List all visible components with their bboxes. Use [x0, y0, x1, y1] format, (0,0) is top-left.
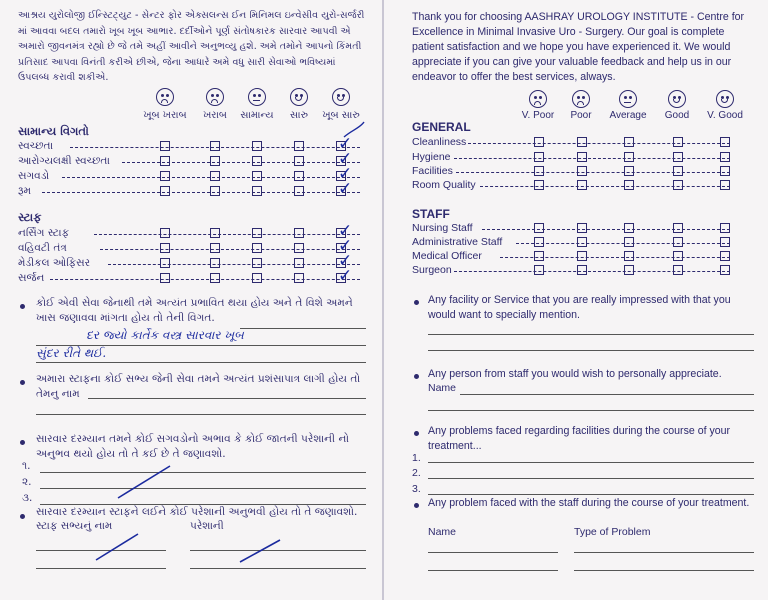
- rating-checkbox[interactable]: [294, 243, 304, 253]
- answer-line[interactable]: [428, 462, 754, 463]
- rating-checkbox[interactable]: [294, 258, 304, 268]
- rating-checkbox[interactable]: [673, 137, 683, 147]
- general-section-title: GENERAL: [412, 120, 471, 134]
- rating-checkbox[interactable]: [252, 273, 262, 283]
- rating-label: ખૂબ સારુ: [322, 110, 360, 121]
- item-number: ૨.: [22, 476, 32, 488]
- bullet: [20, 514, 25, 519]
- bullet: [414, 431, 419, 436]
- rating-checkbox[interactable]: [577, 265, 587, 275]
- rating-checkbox[interactable]: [294, 141, 304, 151]
- rating-checkbox[interactable]: [534, 223, 544, 233]
- answer-line[interactable]: [574, 552, 754, 553]
- row-label: સર્જન: [18, 272, 45, 284]
- very-poor-face-icon: [156, 88, 174, 106]
- name-label: Name: [428, 382, 457, 394]
- rating-checkbox[interactable]: [210, 273, 220, 283]
- rating-checkbox[interactable]: [294, 186, 304, 196]
- rating-checkbox[interactable]: [624, 265, 634, 275]
- rating-checkbox[interactable]: [624, 237, 634, 247]
- row-label: મેડીકલ ઓફિસર: [18, 257, 91, 269]
- rating-checkbox[interactable]: [160, 141, 170, 151]
- rating-checkbox[interactable]: [673, 152, 683, 162]
- answer-line[interactable]: [428, 494, 754, 495]
- rating-checkbox[interactable]: [252, 243, 262, 253]
- handwritten-answer: સુંદર રીતે થઈ.: [36, 346, 107, 360]
- handwritten-answer: દર જ્યો કાર્તેક વસ્ત્ર સારવાર ખૂબ: [86, 328, 244, 342]
- rating-checkbox[interactable]: [160, 228, 170, 238]
- handwritten-check-mark: ✓: [338, 236, 353, 256]
- row-label: સ્વચ્છતા: [18, 140, 54, 152]
- handwritten-check-mark: ✓: [338, 251, 353, 271]
- rating-row: [0, 149, 384, 169]
- rating-checkbox[interactable]: [160, 243, 170, 253]
- rating-row: [0, 179, 384, 199]
- rating-checkbox[interactable]: [210, 243, 220, 253]
- answer-line[interactable]: [240, 328, 366, 329]
- rating-checkbox[interactable]: [534, 152, 544, 162]
- row-label: રૂમ: [18, 185, 31, 197]
- rating-checkbox[interactable]: [720, 166, 730, 176]
- problem-column-label: પરેશાની: [190, 520, 224, 532]
- rating-row: [0, 266, 384, 286]
- rating-checkbox[interactable]: [252, 186, 262, 196]
- answer-line[interactable]: [428, 570, 558, 571]
- bullet: [20, 380, 25, 385]
- row-label: નર્સિંગ સ્ટાફ: [18, 227, 70, 239]
- rating-checkbox[interactable]: [160, 171, 170, 181]
- rating-checkbox[interactable]: [534, 251, 544, 261]
- answer-line[interactable]: [428, 478, 754, 479]
- bullet: [20, 304, 25, 309]
- rating-checkbox[interactable]: [673, 251, 683, 261]
- rating-checkbox[interactable]: [624, 152, 634, 162]
- item-number: ૩.: [22, 492, 33, 504]
- question-impressed-service: કોઈ એવી સેવા જેનાથી તમે અત્યંત પ્રભાવિત થયા હોય અને તે વિશે અમને ખાસ જણાવવા માંગતા હોય તો તેની વિગત.: [36, 297, 353, 324]
- rating-checkbox[interactable]: [534, 265, 544, 275]
- rating-checkbox[interactable]: [210, 141, 220, 151]
- rating-checkbox[interactable]: [673, 166, 683, 176]
- rating-checkbox[interactable]: [624, 251, 634, 261]
- rating-checkbox[interactable]: [577, 152, 587, 162]
- rating-checkbox[interactable]: [673, 265, 683, 275]
- poor-face-icon: [206, 88, 224, 106]
- staff-name-column-label: સ્ટાફ સભ્યનું નામ: [36, 520, 113, 532]
- answer-line[interactable]: [36, 362, 366, 363]
- rating-row: [384, 136, 768, 150]
- question-facility-problems: સારવાર દરમ્યાન તમને કોઈ સગવડોનો અભાવ કે કોઈ જાતની પરેશાની નો અનુભવ થયો હોય તો તે કઈ છે તે જણાવશો.: [36, 433, 349, 460]
- rating-row: [384, 250, 768, 264]
- row-label: Medical Officer: [412, 250, 482, 262]
- bullet: [414, 300, 419, 305]
- rating-checkbox[interactable]: [673, 180, 683, 190]
- rating-checkbox[interactable]: [720, 137, 730, 147]
- rating-label: સારુ: [290, 110, 308, 121]
- answer-line[interactable]: [36, 550, 166, 551]
- poor-face-icon: [572, 90, 590, 108]
- rating-checkbox[interactable]: [534, 137, 544, 147]
- answer-line[interactable]: [36, 568, 166, 569]
- rating-checkbox[interactable]: [160, 258, 170, 268]
- answer-line[interactable]: [460, 394, 754, 395]
- rating-label: Average: [609, 110, 647, 121]
- rating-checkbox[interactable]: [577, 223, 587, 233]
- handwritten-check-mark: ✓: [338, 149, 353, 169]
- bullet: [20, 440, 25, 445]
- rating-checkbox[interactable]: [577, 251, 587, 261]
- row-label: સગવડો: [18, 170, 50, 182]
- rating-checkbox[interactable]: [210, 258, 220, 268]
- rating-checkbox[interactable]: [577, 180, 587, 190]
- rating-checkbox[interactable]: [534, 166, 544, 176]
- english-form-page: [384, 0, 768, 600]
- rating-checkbox[interactable]: [534, 180, 544, 190]
- rating-checkbox[interactable]: [210, 171, 220, 181]
- rating-checkbox[interactable]: [210, 186, 220, 196]
- item-number: 3.: [412, 483, 421, 495]
- staff-section-title: STAFF: [412, 207, 450, 221]
- rating-row: [0, 251, 384, 271]
- answer-line[interactable]: [88, 398, 366, 399]
- row-label: Surgeon: [412, 264, 452, 276]
- row-label: Administrative Staff: [412, 236, 503, 248]
- answer-line[interactable]: [190, 568, 366, 569]
- rating-checkbox[interactable]: [534, 237, 544, 247]
- rating-checkbox[interactable]: [160, 186, 170, 196]
- very-good-face-icon: [332, 88, 350, 106]
- rating-checkbox[interactable]: [252, 141, 262, 151]
- rating-checkbox[interactable]: [210, 228, 220, 238]
- rating-checkbox[interactable]: [294, 228, 304, 238]
- answer-line[interactable]: [40, 472, 366, 473]
- rating-label: V. Poor: [521, 110, 555, 121]
- answer-line[interactable]: [428, 350, 754, 351]
- rating-checkbox[interactable]: [720, 180, 730, 190]
- handwritten-check-mark: ✓: [338, 164, 353, 184]
- rating-label: ખૂબ ખરાબ: [143, 110, 187, 121]
- problem-column-label: Type of Problem: [574, 526, 651, 538]
- rating-row: [0, 134, 384, 154]
- rating-checkbox[interactable]: [252, 171, 262, 181]
- rating-checkbox[interactable]: [294, 273, 304, 283]
- rating-checkbox[interactable]: [673, 237, 683, 247]
- rating-row: [384, 222, 768, 236]
- handwritten-check-mark: ✓: [338, 266, 353, 286]
- average-face-icon: [619, 90, 637, 108]
- gujarati-intro-paragraph: આશ્રય યુરોલોજી ઈન્સ્ટિટ્યુટ - સેન્ટર ફોર એક્સલન્સ ઈન મિનિમલ ઇન્વેસીવ યુરો-સર્જરી માં આવવા બદલ તમારો ખૂબ ખૂબ આભાર. દર્દીઓને પૂર્ણ સંતોષકારક સારવાર આપવી એ અમારો જીવનમંત્ર રહ્યો છે જે તમે અહીં આવીને અનુભવ્યુ હશે. અમે તમોને આપનો કિંમતી પ્રતિસાદ આપવા વિનંતી કરીએ છીએ, જેના આધારે અમે વધુ સારી સેવાઓ ભવિષ્યમાં ઉપલબ્ધ કરાવી શકીએ.: [18, 10, 365, 84]
- rating-checkbox[interactable]: [294, 156, 304, 166]
- item-number: 2.: [412, 467, 421, 479]
- rating-checkbox[interactable]: [252, 156, 262, 166]
- rating-row: [0, 221, 384, 241]
- rating-checkbox[interactable]: [673, 223, 683, 233]
- rating-row: [384, 264, 768, 278]
- item-number: ૧.: [22, 460, 31, 472]
- rating-row: [0, 164, 384, 184]
- handwritten-check-mark: ✓: [338, 221, 353, 241]
- rating-row: [384, 151, 768, 165]
- row-label: આરોગ્યલક્ષી સ્વચ્છતા: [18, 155, 110, 167]
- rating-checkbox[interactable]: [624, 166, 634, 176]
- rating-checkbox[interactable]: [624, 180, 634, 190]
- row-label: વહિવટી તંત્ર: [18, 242, 67, 254]
- good-face-icon: [290, 88, 308, 106]
- staff-section-title: સ્ટાફ: [18, 210, 42, 224]
- rating-row: [384, 236, 768, 250]
- rating-checkbox[interactable]: [160, 156, 170, 166]
- answer-line[interactable]: [40, 488, 366, 489]
- answer-line[interactable]: [190, 550, 366, 551]
- rating-row: [384, 165, 768, 179]
- row-label: Hygiene: [412, 151, 451, 163]
- bullet: [414, 374, 419, 379]
- rating-label: Poor: [570, 110, 592, 121]
- average-face-icon: [248, 88, 266, 106]
- rating-row: [384, 179, 768, 193]
- general-section-title: સામાન્ય વિગતો: [18, 124, 89, 138]
- handwritten-check-mark: ✓: [338, 179, 353, 199]
- answer-line[interactable]: [428, 334, 754, 335]
- english-intro-paragraph: Thank you for choosing AASHRAY UROLOGY INSTITUTE - Centre for Excellence in Minimal Invasive Uro - Surgery. Our goal is complete patient satisfaction and we hope you have experienced it. We would appreciate if you can give your valuable feedback and help us in our endeavor to offer the best services, always.: [412, 11, 745, 83]
- staff-name-column-label: Name: [428, 526, 457, 538]
- answer-line[interactable]: [574, 570, 754, 571]
- handwritten-check-mark: ✓: [338, 134, 353, 154]
- rating-checkbox[interactable]: [252, 228, 262, 238]
- rating-checkbox[interactable]: [577, 137, 587, 147]
- rating-checkbox[interactable]: [720, 237, 730, 247]
- question-appreciate-staff: અમારા સ્ટાફના કોઈ સભ્ય જેની સેવા તમને અત્યંત પ્રશંસાપાત્ર લાગી હોય તો તેમનુ નામ: [36, 373, 361, 400]
- rating-checkbox[interactable]: [720, 265, 730, 275]
- rating-checkbox[interactable]: [294, 171, 304, 181]
- rating-checkbox[interactable]: [577, 237, 587, 247]
- row-label: Nursing Staff: [412, 222, 473, 234]
- rating-checkbox[interactable]: [624, 137, 634, 147]
- rating-checkbox[interactable]: [252, 258, 262, 268]
- very-good-face-icon: [716, 90, 734, 108]
- rating-checkbox[interactable]: [720, 223, 730, 233]
- question-impressed-service: Any facility or Service that you are really impressed with that you would want to specially mention.: [428, 294, 731, 321]
- rating-label: ખરાબ: [203, 110, 227, 121]
- row-label: Facilities: [412, 165, 453, 177]
- rating-checkbox[interactable]: [720, 152, 730, 162]
- question-staff-problems: સારવાર દરમ્યાન સ્ટાફને લઈને કોઈ પરેશાની અનુભવી હોય તો તે જણાવશો.: [36, 506, 358, 518]
- rating-label: સામાન્ય: [240, 110, 274, 121]
- answer-line[interactable]: [428, 410, 754, 411]
- rating-label: Good: [664, 110, 690, 121]
- answer-line[interactable]: [428, 552, 558, 553]
- rating-checkbox[interactable]: [160, 273, 170, 283]
- question-staff-problems: Any problem faced with the staff during the course of your treatment.: [428, 497, 750, 509]
- very-poor-face-icon: [529, 90, 547, 108]
- rating-label: V. Good: [707, 110, 743, 121]
- rating-row: [0, 236, 384, 256]
- answer-line[interactable]: [36, 414, 366, 415]
- question-appreciate-staff: Any person from staff you would wish to personally appreciate.: [428, 368, 722, 380]
- bullet: [414, 503, 419, 508]
- row-label: Cleanliness: [412, 136, 467, 148]
- rating-checkbox[interactable]: [624, 223, 634, 233]
- rating-checkbox[interactable]: [210, 156, 220, 166]
- rating-checkbox[interactable]: [720, 251, 730, 261]
- question-facility-problems: Any problems faced regarding facilities during the course of your treatment...: [428, 425, 731, 452]
- item-number: 1.: [412, 452, 421, 464]
- row-label: Room Quality: [412, 179, 476, 191]
- good-face-icon: [668, 90, 686, 108]
- rating-checkbox[interactable]: [577, 166, 587, 176]
